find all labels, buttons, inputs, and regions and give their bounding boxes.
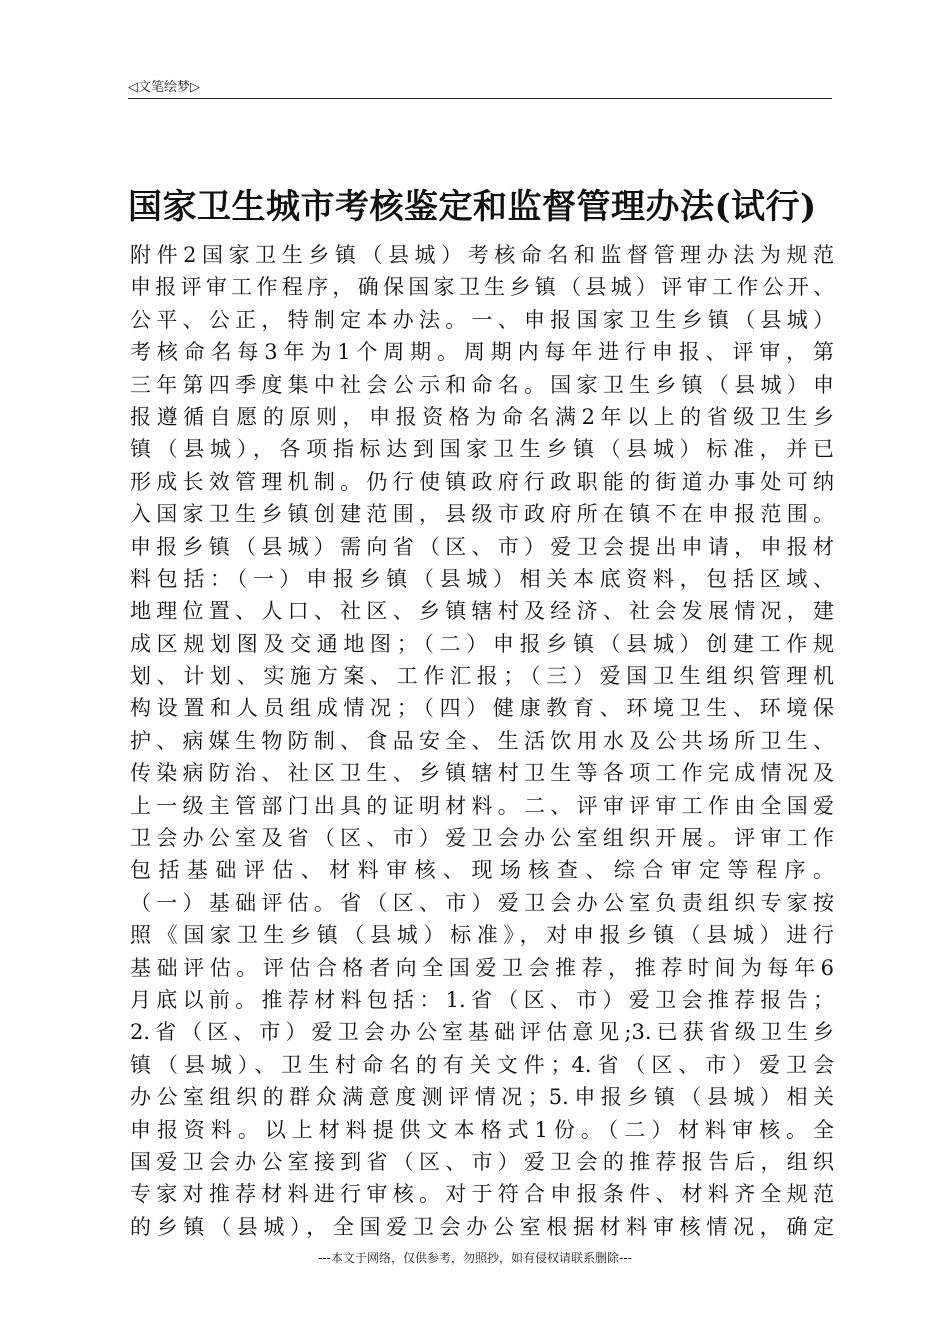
- body-line: 卫会办公室及省（区、市）爱卫会办公室组织开展。评审工作: [130, 826, 834, 851]
- body-line: 的乡镇（县城），全国爱卫会办公室根据材料审核情况，确定: [130, 1214, 834, 1239]
- body-line: 照《国家卫生乡镇（县城）标准》，对申报乡镇（县城）进行: [130, 923, 834, 948]
- body-line: 申报乡镇（县城）需向省（区、市）爱卫会提出申请，申报材: [130, 534, 834, 559]
- page-footer: ---本文于网络，仅供参考，勿照抄，如有侵权请联系删除---: [318, 1251, 632, 1265]
- body-line: 镇（县城）、卫生村命名的有关文件；4.省（区、市）爱卫会: [130, 1052, 834, 1077]
- body-line: 申报评审工作程序，确保国家卫生乡镇（县城）评审工作公开、: [130, 275, 834, 300]
- body-line: 专家对推荐材料进行审核。对于符合申报条件、材料齐全规范: [130, 1182, 834, 1207]
- body-line: 成区规划图及交通地图；（二）申报乡镇（县城）创建工作规: [130, 631, 834, 656]
- body-line: 办公室组织的群众满意度测评情况；5.申报乡镇（县城）相关: [130, 1085, 834, 1110]
- body-line: 划、计划、实施方案、工作汇报；（三）爱国卫生组织管理机: [130, 664, 834, 689]
- body-line: 月底以前。推荐材料包括：1.省（区、市）爱卫会推荐报告；: [130, 987, 834, 1012]
- header-text: ◁文笔绘梦▷: [128, 80, 200, 95]
- document-title: 国家卫生城市考核鉴定和监督管理办法(试行): [128, 187, 817, 227]
- body-line: 报遵循自愿的原则，申报资格为命名满2年以上的省级卫生乡: [130, 404, 834, 429]
- body-line: 地理位置、人口、社区、乡镇辖村及经济、社会发展情况，建: [130, 599, 834, 624]
- body-line: 护、病媒生物防制、食品安全、生活饮用水及公共场所卫生、: [130, 728, 834, 753]
- body-line: 入国家卫生乡镇创建范围，县级市政府所在镇不在申报范围。: [130, 502, 834, 527]
- body-line: 传染病防治、社区卫生、乡镇辖村卫生等各项工作完成情况及: [130, 761, 834, 786]
- body-line: 上一级主管部门出具的证明材料。二、评审评审工作由全国爱: [130, 793, 834, 818]
- body-line: 国爱卫会办公室接到省（区、市）爱卫会的推荐报告后，组织: [130, 1149, 834, 1174]
- body-line: 料包括：（一）申报乡镇（县城）相关本底资料，包括区域、: [130, 566, 834, 591]
- document-body: [130, 239, 834, 1243]
- body-line: 构设置和人员组成情况；（四）健康教育、环境卫生、环境保: [130, 696, 834, 721]
- body-line: 申报资料。以上材料提供文本格式1份。（二）材料审核。全: [130, 1117, 834, 1142]
- body-line: 形成长效管理机制。仍行使镇政府行政职能的街道办事处可纳: [130, 469, 834, 494]
- body-line: （一）基础评估。省（区、市）爱卫会办公室负责组织专家按: [130, 890, 834, 915]
- body-line: 包括基础评估、材料审核、现场核查、综合审定等程序。: [130, 858, 834, 883]
- body-line: 2.省（区、市）爱卫会办公室基础评估意见;3.已获省级卫生乡: [130, 1020, 834, 1045]
- body-line: 基础评估。评估合格者向全国爱卫会推荐，推荐时间为每年6: [130, 955, 834, 980]
- body-line: 公平、公正，特制定本办法。一、申报国家卫生乡镇（县城）: [130, 307, 834, 332]
- page-header: [128, 74, 832, 99]
- body-line: 镇（县城），各项指标达到国家卫生乡镇（县城）标准，并已: [130, 437, 834, 462]
- body-line: 三年第四季度集中社会公示和命名。国家卫生乡镇（县城）申: [130, 372, 834, 397]
- body-line: 考核命名每3年为1个周期。周期内每年进行申报、评审，第: [130, 340, 834, 365]
- body-line: 附件2国家卫生乡镇（县城）考核命名和监督管理办法为规范: [130, 243, 834, 267]
